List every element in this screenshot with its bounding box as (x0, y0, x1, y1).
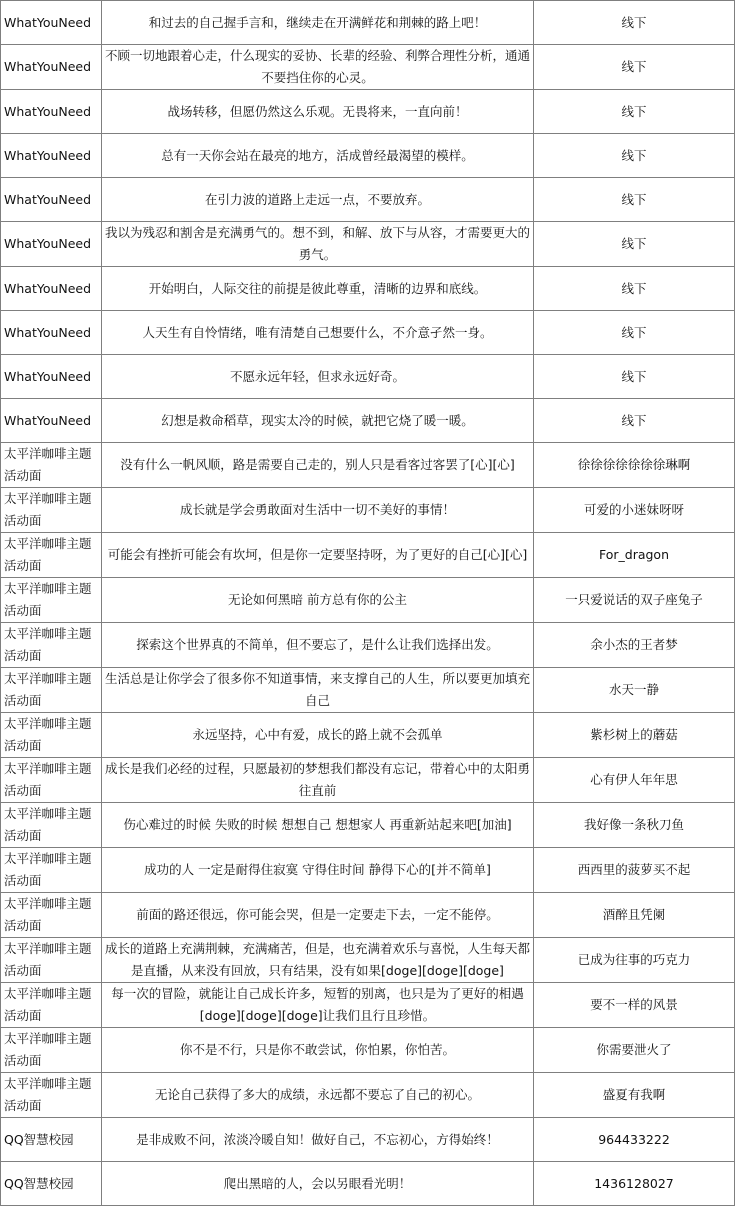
author-cell: 线下 (534, 134, 735, 178)
author-cell: 可爱的小迷妹呀呀 (534, 488, 735, 533)
message-cell: 开始明白，人际交往的前提是彼此尊重，清晰的边界和底线。 (102, 267, 534, 311)
source-cell: WhatYouNeed (1, 267, 102, 311)
message-cell: 每一次的冒险，就能让自己成长许多，短暂的别离，也只是为了更好的相遇[doge][doge][doge]让我们且行且珍惜。 (102, 983, 534, 1028)
message-table-body (1, 1, 735, 1206)
table-row (1, 1118, 735, 1162)
source-cell: 太平洋咖啡主题活动面 (1, 803, 102, 848)
message-cell: 无论如何黑暗 前方总有你的公主 (102, 578, 534, 623)
author-cell: 线下 (534, 311, 735, 355)
table-row (1, 443, 735, 488)
source-cell: WhatYouNeed (1, 178, 102, 222)
message-cell: 成长就是学会勇敢面对生活中一切不美好的事情！ (102, 488, 534, 533)
table-row (1, 488, 735, 533)
message-cell: 探索这个世界真的不简单，但不要忘了，是什么让我们选择出发。 (102, 623, 534, 668)
author-cell: 酒醉且凭阑 (534, 893, 735, 938)
source-cell: 太平洋咖啡主题活动面 (1, 668, 102, 713)
author-cell: 已成为往事的巧克力 (534, 938, 735, 983)
source-cell: 太平洋咖啡主题活动面 (1, 1028, 102, 1073)
source-cell: 太平洋咖啡主题活动面 (1, 623, 102, 668)
table-row (1, 758, 735, 803)
source-cell: WhatYouNeed (1, 399, 102, 443)
message-cell: 成长的道路上充满荆棘，充满痛苦，但是，也充满着欢乐与喜悦，人生每天都是直播，从来没有回放，只有结果，没有如果[doge][doge][doge] (102, 938, 534, 983)
author-cell: 线下 (534, 267, 735, 311)
message-cell: 成长是我们必经的过程，只愿最初的梦想我们都没有忘记，带着心中的太阳勇往直前 (102, 758, 534, 803)
table-row (1, 848, 735, 893)
author-cell: 线下 (534, 90, 735, 134)
table-row (1, 311, 735, 355)
source-cell: 太平洋咖啡主题活动面 (1, 488, 102, 533)
source-cell: WhatYouNeed (1, 45, 102, 90)
message-cell: 成功的人 一定是耐得住寂寞 守得住时间 静得下心的[并不简单] (102, 848, 534, 893)
table-row (1, 1, 735, 45)
author-cell: 线下 (534, 355, 735, 399)
table-row (1, 1028, 735, 1073)
source-cell: WhatYouNeed (1, 355, 102, 399)
source-cell: 太平洋咖啡主题活动面 (1, 758, 102, 803)
table-row (1, 399, 735, 443)
table-row (1, 623, 735, 668)
message-cell: 你不是不行，只是你不敢尝试，你怕累，你怕苦。 (102, 1028, 534, 1073)
author-cell: 线下 (534, 399, 735, 443)
source-cell: 太平洋咖啡主题活动面 (1, 1073, 102, 1118)
message-cell: 和过去的自己握手言和，继续走在开满鲜花和荆棘的路上吧！ (102, 1, 534, 45)
message-cell: 幻想是救命稻草，现实太冷的时候，就把它烧了暖一暖。 (102, 399, 534, 443)
source-cell: 太平洋咖啡主题活动面 (1, 578, 102, 623)
author-cell: 线下 (534, 45, 735, 90)
table-row (1, 893, 735, 938)
author-cell: 心有伊人年年思 (534, 758, 735, 803)
table-row (1, 355, 735, 399)
author-cell: 盛夏有我啊 (534, 1073, 735, 1118)
source-cell: 太平洋咖啡主题活动面 (1, 938, 102, 983)
message-cell: 人天生有自怜情绪，唯有清楚自己想要什么，不介意孑然一身。 (102, 311, 534, 355)
author-cell: 余小杰的王者梦 (534, 623, 735, 668)
author-cell: 一只爱说话的双子座兔子 (534, 578, 735, 623)
message-cell: 永远坚持，心中有爱，成长的路上就不会孤单 (102, 713, 534, 758)
table-row (1, 267, 735, 311)
message-cell: 可能会有挫折可能会有坎坷，但是你一定要坚持呀，为了更好的自己[心][心] (102, 533, 534, 578)
author-cell: 水天一静 (534, 668, 735, 713)
source-cell: 太平洋咖啡主题活动面 (1, 443, 102, 488)
message-cell: 爬出黑暗的人，会以另眼看光明！ (102, 1162, 534, 1206)
author-cell: 紫杉树上的蘑菇 (534, 713, 735, 758)
message-cell: 我以为残忍和割舍是充满勇气的。想不到，和解、放下与从容，才需要更大的勇气。 (102, 222, 534, 267)
source-cell: 太平洋咖啡主题活动面 (1, 893, 102, 938)
author-cell: 要不一样的风景 (534, 983, 735, 1028)
table-row (1, 1073, 735, 1118)
table-row (1, 983, 735, 1028)
source-cell: WhatYouNeed (1, 1, 102, 45)
author-cell: 我好像一条秋刀鱼 (534, 803, 735, 848)
table-row (1, 938, 735, 983)
author-cell: 你需要泄火了 (534, 1028, 735, 1073)
table-row (1, 90, 735, 134)
source-cell: WhatYouNeed (1, 134, 102, 178)
message-cell: 没有什么一帆风顺，路是需要自己走的，别人只是看客过客罢了[心][心] (102, 443, 534, 488)
message-cell: 在引力波的道路上走远一点，不要放弃。 (102, 178, 534, 222)
author-cell: 徐徐徐徐徐徐徐琳啊 (534, 443, 735, 488)
author-cell: For_dragon (534, 533, 735, 578)
author-cell: 线下 (534, 222, 735, 267)
table-row (1, 45, 735, 90)
table-row (1, 178, 735, 222)
table-row (1, 668, 735, 713)
source-cell: QQ智慧校园 (1, 1162, 102, 1206)
message-cell: 伤心难过的时候 失败的时候 想想自己 想想家人 再重新站起来吧[加油] (102, 803, 534, 848)
message-cell: 不顾一切地跟着心走，什么现实的妥协、长辈的经验、利弊合理性分析，通通不要挡住你的心灵。 (102, 45, 534, 90)
source-cell: 太平洋咖啡主题活动面 (1, 533, 102, 578)
source-cell: 太平洋咖啡主题活动面 (1, 848, 102, 893)
message-cell: 是非成败不问，浓淡冷暖自知！做好自己，不忘初心，方得始终！ (102, 1118, 534, 1162)
table-row (1, 1162, 735, 1206)
source-cell: 太平洋咖啡主题活动面 (1, 713, 102, 758)
source-cell: WhatYouNeed (1, 311, 102, 355)
author-cell: 线下 (534, 178, 735, 222)
table-row (1, 222, 735, 267)
message-cell: 战场转移，但愿仍然这么乐观。无畏将来，一直向前！ (102, 90, 534, 134)
author-cell: 线下 (534, 1, 735, 45)
table-row (1, 134, 735, 178)
message-cell: 生活总是让你学会了很多你不知道事情，来支撑自己的人生，所以要更加填充自己 (102, 668, 534, 713)
message-cell: 总有一天你会站在最亮的地方，活成曾经最渴望的模样。 (102, 134, 534, 178)
table-row (1, 533, 735, 578)
source-cell: QQ智慧校园 (1, 1118, 102, 1162)
message-cell: 无论自己获得了多大的成绩，永远都不要忘了自己的初心。 (102, 1073, 534, 1118)
source-cell: WhatYouNeed (1, 90, 102, 134)
source-cell: 太平洋咖啡主题活动面 (1, 983, 102, 1028)
table-row (1, 578, 735, 623)
source-cell: WhatYouNeed (1, 222, 102, 267)
message-cell: 不愿永远年轻，但求永远好奇。 (102, 355, 534, 399)
table-row (1, 713, 735, 758)
author-cell: 1436128027 (534, 1162, 735, 1206)
message-cell: 前面的路还很远，你可能会哭，但是一定要走下去，一定不能停。 (102, 893, 534, 938)
table-row (1, 803, 735, 848)
author-cell: 964433222 (534, 1118, 735, 1162)
author-cell: 西西里的菠萝买不起 (534, 848, 735, 893)
